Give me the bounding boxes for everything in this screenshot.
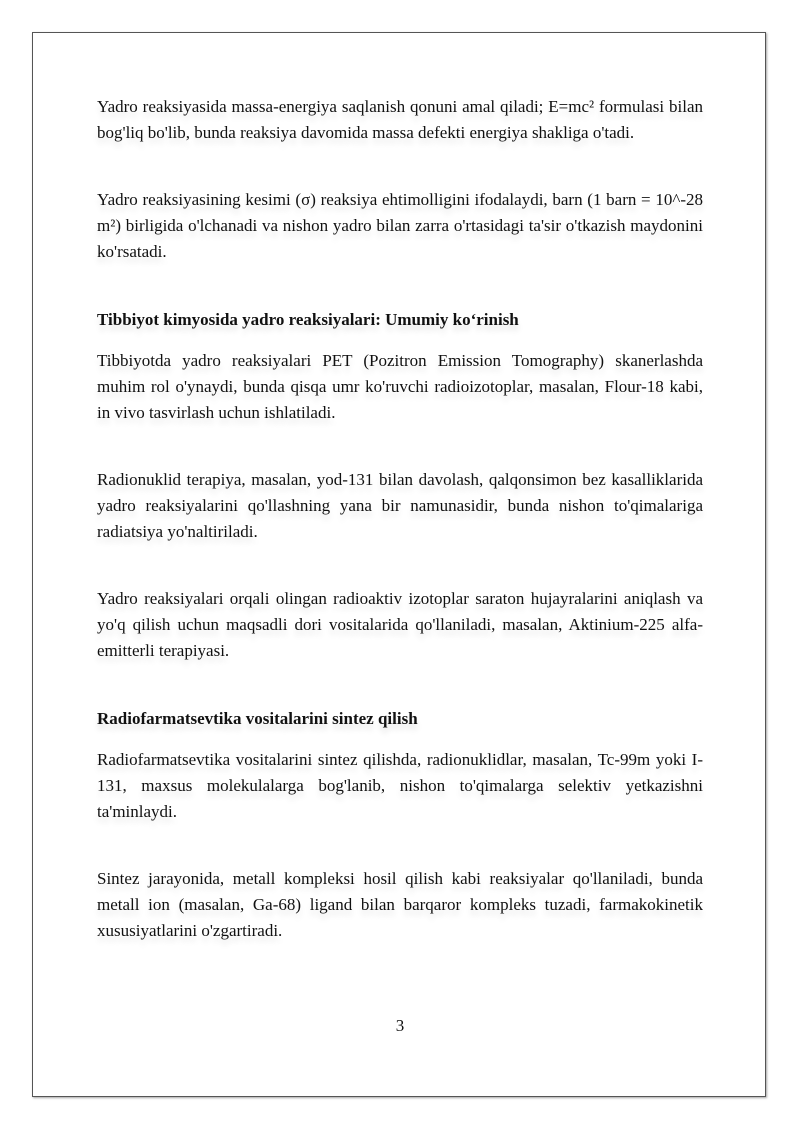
paragraph-mass-energy: Yadro reaksiyasida massa-energiya saqlanish qonuni amal qiladi; E=mc² formulasi bilan bog'liq bo'lib, bunda reaksiya davomida massa defekti energiya shakliga o'tadi.: [97, 97, 703, 142]
section-heading-radiopharmaceutical-synthesis: Radiofarmatsevtika vositalarini sintez qilish: [97, 709, 418, 728]
paragraph-pet-scanning: Tibbiyotda yadro reaksiyalari PET (Pozitron Emission Tomography) skanerlashda muhim rol o'ynaydi, bunda qisqa umr ko'ruvchi radioizotoplar, masalan, Flour-18 kabi, in vivo tasvirlash uchun ishlatiladi.: [97, 351, 703, 422]
paragraph-cross-section: Yadro reaksiyasining kesimi (σ) reaksiya ehtimolligini ifodalaydi, barn (1 barn = 10^-28 m²) birligida o'lchanadi va nishon yadro bilan zarra o'rtasidagi ta'sir o'tkazish maydonini ko'rsatadi.: [97, 190, 703, 261]
paragraph-radiopharmaceutical-synthesis: Radiofarmatsevtika vositalarini sintez qilishda, radionuklidlar, masalan, Tc-99m yoki I-131, maxsus molekulalarga bog'lanib, nishon to'qimalarga selektiv yetkazishni ta'minlaydi.: [97, 750, 703, 821]
page-number: 3: [395, 1016, 405, 1035]
paragraph-radioactive-isotopes: Yadro reaksiyalari orqali olingan radioaktiv izotoplar saraton hujayralarini aniqlash va yo'q qilish uchun maqsadli dori vositalarida qo'llaniladi, masalan, Aktinium-225 alfa-emitterli terapiyasi.: [97, 589, 703, 660]
paragraph-metal-complex: Sintez jarayonida, metall kompleksi hosil qilish kabi reaksiyalar qo'llaniladi, bunda metall ion (masalan, Ga-68) ligand bilan barqaror kompleks tuzadi, farmakokinetik xususiyatlarini o'zgartiradi.: [97, 869, 703, 940]
page-content: [97, 94, 703, 944]
section-heading-medical-chemistry: Tibbiyot kimyosida yadro reaksiyalari: Umumiy ko‘rinish: [97, 310, 519, 329]
paragraph-radionuclide-therapy: Radionuklid terapiya, masalan, yod-131 bilan davolash, qalqonsimon bez kasalliklarida yadro reaksiyalarini qo'llashning yana bir namunasidir, bunda nishon to'qimalariga radiatsiya yo'naltiriladi.: [97, 470, 703, 541]
